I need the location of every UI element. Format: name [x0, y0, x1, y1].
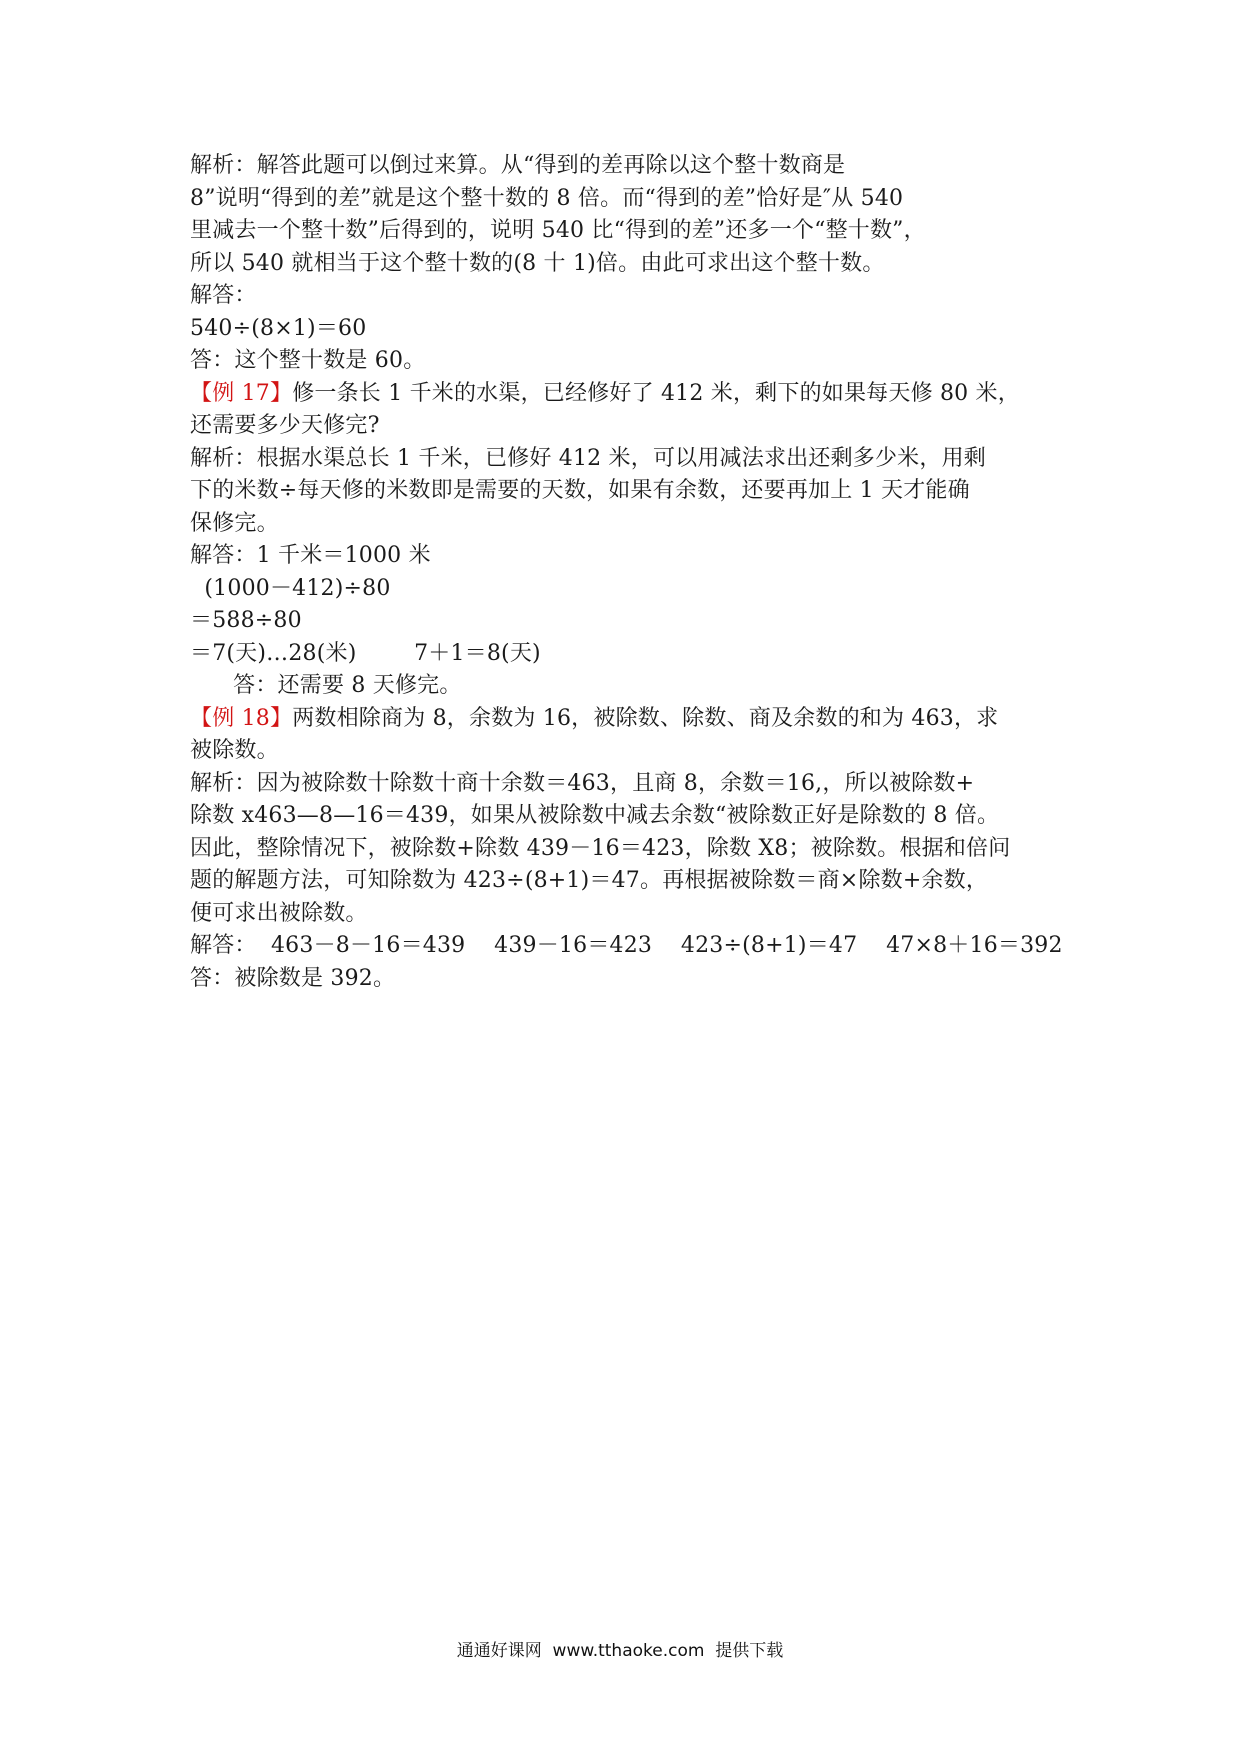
text-line: 里减去一个整十数”后得到的，说明 540 比“得到的差”还多一个“整十数”，	[190, 218, 926, 243]
text-line: ＝7(天)…28(米) 7＋1＝8(天)	[190, 640, 541, 666]
example-17-text: 修一条长 1 千米的水渠，已经修好了 412 米，剩下的如果每天修 80 米，	[292, 380, 1020, 406]
example-17-tag: 【例 17】	[190, 380, 293, 406]
text-line: 解答：1 千米＝1000 米	[190, 543, 431, 568]
text-line: 还需要多少天修完?	[190, 413, 380, 438]
text-line: 解答： 463－8－16＝439 439－16＝423 423÷(8+1)＝47 47×8＋16＝392	[190, 933, 1063, 958]
example-18-text: 两数相除商为 8，余数为 16，被除数、除数、商及余数的和为 463，求	[292, 705, 999, 731]
text-line: 答：被除数是 392。	[190, 965, 396, 991]
example-17-heading	[190, 378, 1070, 411]
document-body	[190, 150, 1070, 995]
text-line: 因此，整除情况下，被除数+除数 439－16＝423，除数 X8；被除数。根据和倍问	[190, 835, 1011, 861]
text-line: 解析：根据水渠总长 1 千米，已修好 412 米，可以用减法求出还剩多少米，用剩	[190, 445, 986, 471]
text-line: 540÷(8×1)＝60	[190, 315, 367, 341]
text-line: 8”说明“得到的差”就是这个整十数的 8 倍。而“得到的差”恰好是″从 540	[190, 185, 904, 211]
text-line: 答：这个整十数是 60。	[190, 348, 426, 373]
footer-credit: 通通好课网 www.tthaoke.com 提供下载	[456, 1641, 784, 1661]
text-line: 所以 540 就相当于这个整十数的(8 十 1)倍。由此可求出这个整十数。	[190, 250, 885, 276]
example-18-heading	[190, 703, 1070, 736]
text-line: 被除数。	[190, 738, 279, 763]
text-line: 下的米数÷每天修的米数即是需要的天数，如果有余数，还要再加上 1 天才能确	[190, 478, 970, 503]
text-line: (1000－412)÷80	[190, 575, 391, 601]
text-line: 除数 x463—8—16＝439，如果从被除数中减去余数“被除数正好是除数的 8 倍。	[190, 803, 1000, 828]
text-line: 解答：	[190, 283, 257, 308]
text-line: 保修完。	[190, 510, 279, 536]
text-line: ＝588÷80	[190, 608, 302, 633]
example-18-tag: 【例 18】	[190, 705, 293, 731]
text-line: 答：还需要 8 天修完。	[190, 673, 462, 698]
text-line: 题的解题方法，可知除数为 423÷(8+1)＝47。再根据被除数＝商×除数+余数，	[190, 868, 989, 893]
text-line: 解析：因为被除数十除数十商十余数＝463，且商 8，余数＝16,，所以被除数+	[190, 770, 975, 796]
text-line: 便可求出被除数。	[190, 900, 368, 926]
text-line: 解析：解答此题可以倒过来算。从“得到的差再除以这个整十数商是	[190, 153, 846, 178]
